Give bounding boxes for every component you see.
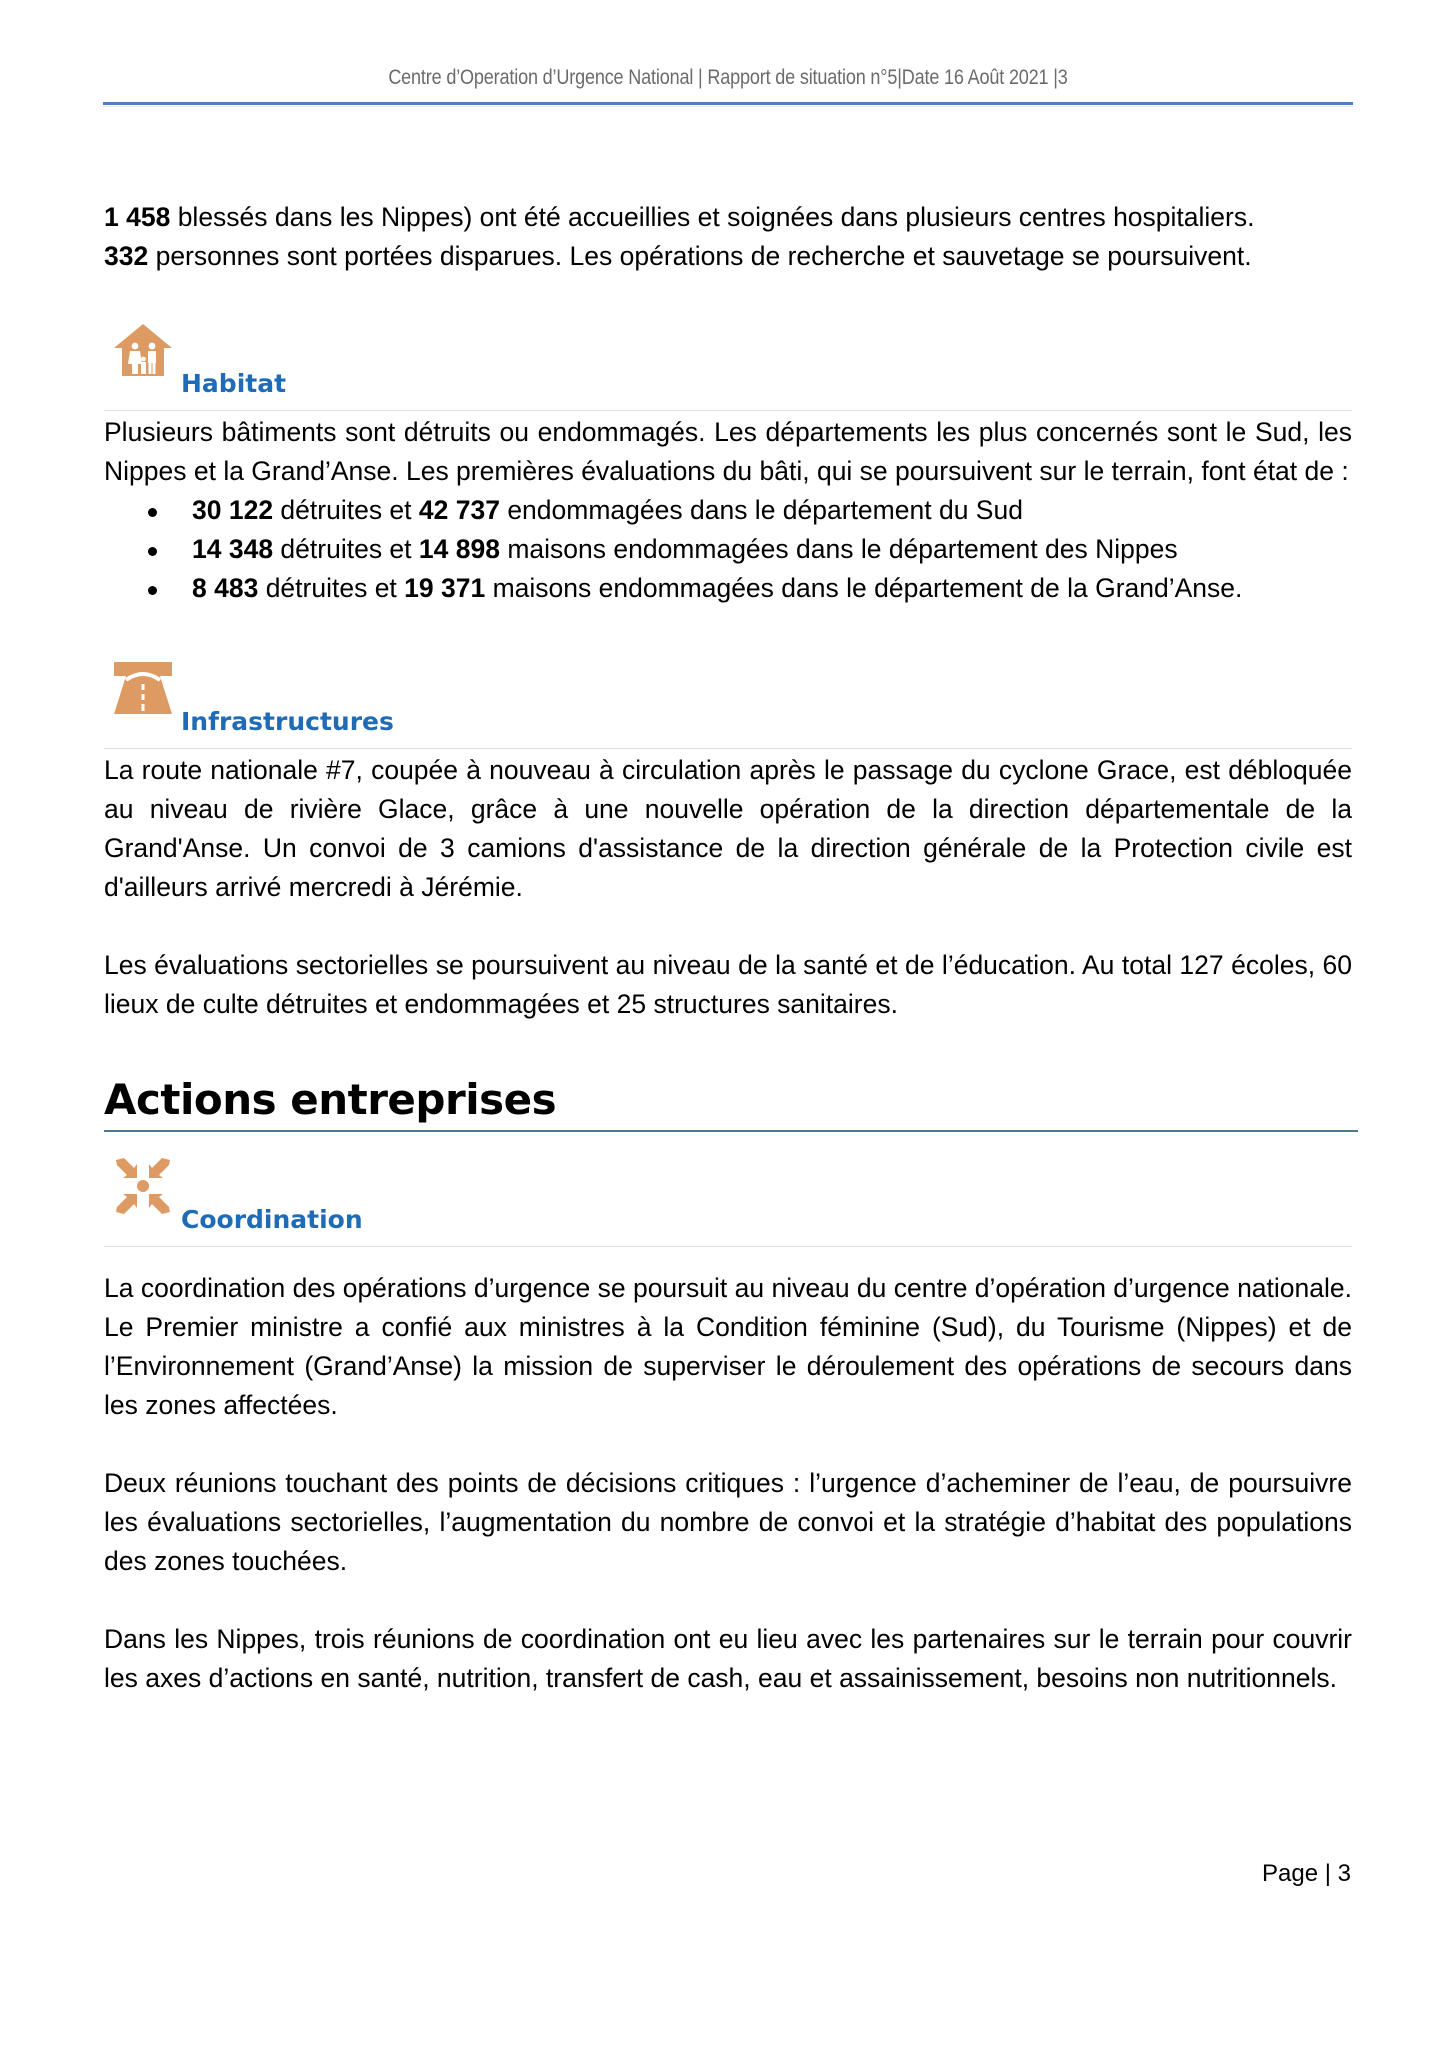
habitat-paragraph: Plusieurs bâtiments sont détruits ou endommagés. Les départements les plus concernés sont le Sud, les Nippes et la Grand’Anse. Les premières évaluations du bâti, qui se poursuivent sur le terrain, font état de :: [104, 417, 1352, 486]
habitat-damage-list: [104, 491, 1352, 608]
section-coordination-header: [104, 1156, 1352, 1246]
house-family-icon: [112, 320, 174, 382]
list-item: [148, 530, 1352, 569]
intro-line2: personnes sont portées disparues. Les opérations de recherche et sauvetage se poursuivent.: [148, 241, 1252, 271]
section-divider: [104, 410, 1352, 411]
header-rule: [103, 102, 1353, 105]
converging-arrows-icon: [112, 1156, 174, 1218]
list-text: maisons endommagées dans le département de la Grand’Anse.: [485, 573, 1243, 603]
page-number-footer: Page | 3: [1262, 1860, 1351, 1887]
section-infrastructures-header: [104, 658, 1352, 748]
page-header: Centre d’Operation d’Urgence National | Rapport de situation n°5|Date 16 Août 2021 |3: [388, 66, 1068, 89]
section-divider: [104, 1246, 1352, 1247]
intro-paragraph: [104, 198, 1352, 276]
coordination-paragraph-3: Dans les Nippes, trois réunions de coordination ont eu lieu avec les partenaires sur le terrain pour couvrir les axes d’actions en santé, nutrition, transfert de cash, eau et assainissement, besoins non nutritionnels.: [104, 1624, 1352, 1693]
section-divider: [104, 748, 1352, 749]
destroyed-count: 8 483: [192, 573, 259, 603]
road-tunnel-icon: [112, 658, 174, 720]
section-title-habitat: Habitat: [181, 369, 287, 398]
damaged-count: 14 898: [418, 534, 500, 564]
list-text: maisons endommagées dans le département des Nippes: [499, 534, 1178, 564]
destroyed-count: 14 348: [192, 534, 274, 564]
intro-line1: blessés dans les Nippes) ont été accueillies et soignées dans plusieurs centres hospitaliers.: [170, 202, 1255, 232]
heading-actions-entreprises: Actions entreprises: [104, 1075, 557, 1124]
injured-count: 1 458: [104, 202, 171, 232]
section-title-infrastructures: Infrastructures: [181, 707, 394, 736]
coordination-paragraph-1: La coordination des opérations d’urgence se poursuit au niveau du centre d’opération d’urgence nationale. Le Premier ministre a confié aux ministres à la Condition féminine (Sud), du Tourisme (Nippes) et de l’Environnement (Grand’Anse) la mission de superviser le déroulement des opérations de secours dans les zones affectées.: [104, 1273, 1352, 1420]
list-text: détruites et: [273, 534, 419, 564]
section-habitat-header: [104, 320, 1352, 410]
missing-count: 332: [104, 241, 149, 271]
destroyed-count: 30 122: [192, 495, 274, 525]
infrastructures-paragraph-1: La route nationale #7, coupée à nouveau à circulation après le passage du cyclone Grace, est débloquée au niveau de rivière Glace, grâce à une nouvelle opération de la direction départementale de la Grand'Anse. Un convoi de 3 camions d'assistance de la direction générale de la Protection civile est d'ailleurs arrivé mercredi à Jérémie.: [104, 755, 1352, 902]
damaged-count: 42 737: [418, 495, 500, 525]
document-body: [104, 198, 1352, 1698]
damaged-count: 19 371: [404, 573, 486, 603]
list-text: détruites et: [273, 495, 419, 525]
coordination-paragraph-2: Deux réunions touchant des points de décisions critiques : l’urgence d’acheminer de l’eau, de poursuivre les évaluations sectorielles, l’augmentation du nombre de convoi et la stratégie d’habitat des populations des zones touchées.: [104, 1468, 1352, 1576]
list-item: [148, 569, 1352, 608]
section-title-coordination: Coordination: [181, 1205, 363, 1234]
list-text: détruites et: [258, 573, 405, 603]
header-rule-secondary: [103, 106, 1353, 107]
list-item: [148, 491, 1352, 530]
list-text: endommagées dans le département du Sud: [499, 495, 1023, 525]
infrastructures-paragraph-2: Les évaluations sectorielles se poursuivent au niveau de la santé et de l’éducation. Au total 127 écoles, 60 lieux de culte détruites et endommagées et 25 structures sanitaires.: [104, 950, 1352, 1019]
